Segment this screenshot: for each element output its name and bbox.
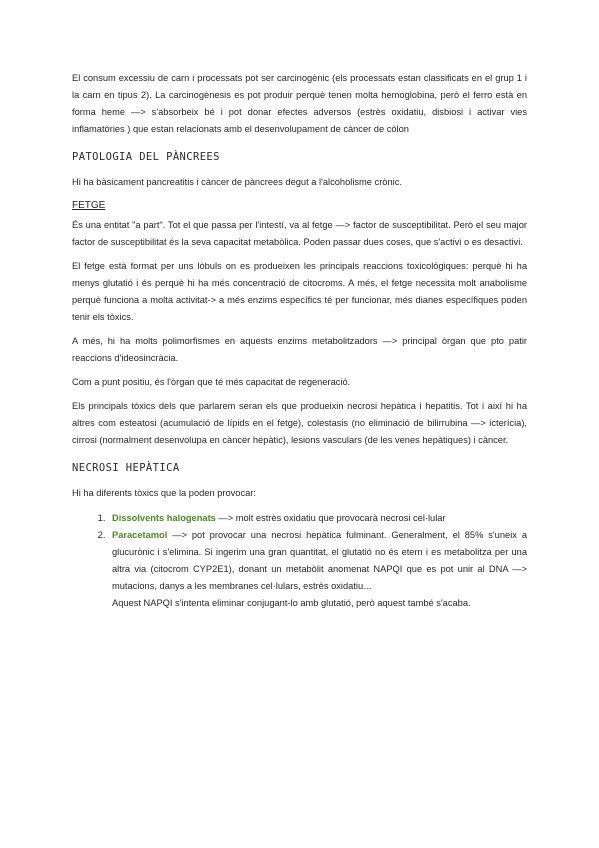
fetge-paragraph-2: El fetge està format per uns lòbuls on es produeixen les principals reaccions toxicològiques: perquè hi ha menys glutatió i és perquè hi ha més concentració de citocroms. A més, el fetge necessita molt anabolisme perquè funciona a molta activitat-> a més enzims específics té per funcionar, més dianes específiques poden tenir els tòxics. xyxy=(72,261,527,322)
section-heading-pancreas: PATOLOGIA DEL PÀNCREES xyxy=(72,151,220,163)
section-heading-necrosi: NECROSI HEPÀTICA xyxy=(72,462,180,474)
fetge-paragraph-4: Com a punt positiu, és l'òrgan que té més capacitat de regeneració. xyxy=(72,377,351,387)
necrosi-paragraph: Hi ha diferents tòxics que la poden provocar: xyxy=(72,488,256,498)
list-item xyxy=(108,527,527,612)
highlighted-term: Dissolvents halogenats xyxy=(112,513,216,523)
section-heading-fetge: FETGE xyxy=(72,200,106,211)
pancreas-paragraph: Hi ha bàsicament pancreatitis i càncer de pàncrees degut a l'alcoholisme crònic. xyxy=(72,177,402,187)
highlighted-term: Paracetamol xyxy=(112,530,168,540)
list-item-extra-text: Aquest NAPQI s'intenta eliminar conjugant-lo amb glutatió, però aquest també s'acaba. xyxy=(112,598,471,608)
fetge-paragraph-5: Els principals tòxics dels que parlarem seran els que produeixin necrosi hepàtica i hepatitis. Tot i així hi ha altres com esteatosi (acumulació de lípids en el fetge), colestasis (no eliminació de bilirrubina —> icterícia), cirrosi (normalment desenvolupa en càncer hepàtic), lesions vasculars (de les venes hepàtiques) i càncer. xyxy=(72,401,527,445)
toxics-list xyxy=(72,510,527,612)
list-item-text: —> molt estrès oxidatiu que provocarà necrosi cel·lular xyxy=(215,513,446,523)
list-item xyxy=(108,510,527,527)
fetge-paragraph-3: A més, hi ha molts polimorfismes en aquests enzims metabolitzadors —> principal òrgan que pto patir reaccions d'ideosincràcia. xyxy=(72,336,527,363)
fetge-paragraph-1: És una entitat "a part". Tot el que passa per l'intestí, va al fetge —> factor de susceptibilitat. Però el seu major factor de susceptibilitat és la seva capacitat metabòlica. Poden passar dues coses, que s'activi o es desactivi. xyxy=(72,220,527,247)
list-item-text: —> pot provocar una necrosi hepàtica fulminant. Generalment, el 85% s'uneix a glucurònic i s'elimina. Si ingerim una gran quantitat, el glutatió no és etern i es metabolitza per una altra via (citocrom CYP2E1), donant un metabòlit anomenat NAPQI que es pot unir al DNA —> mutacions, danys a les membranes cel·lulars, estrès oxidatiu… xyxy=(112,530,527,591)
intro-paragraph: El consum excessiu de carn i processats pot ser carcinogènic (els processats estan classificats en el grup 1 i la carn en tipus 2). La carcinogènesis es pot produir perquè tenen molta hemoglobina, però el ferro està en forma heme —> s'absorbeix bé i pot donar efectes adversos (estrès oxidatiu, disbiosi i activar vies inflamatòries ) que estan relacionats amb el desenvolupament de càncer de còlon xyxy=(72,73,527,134)
